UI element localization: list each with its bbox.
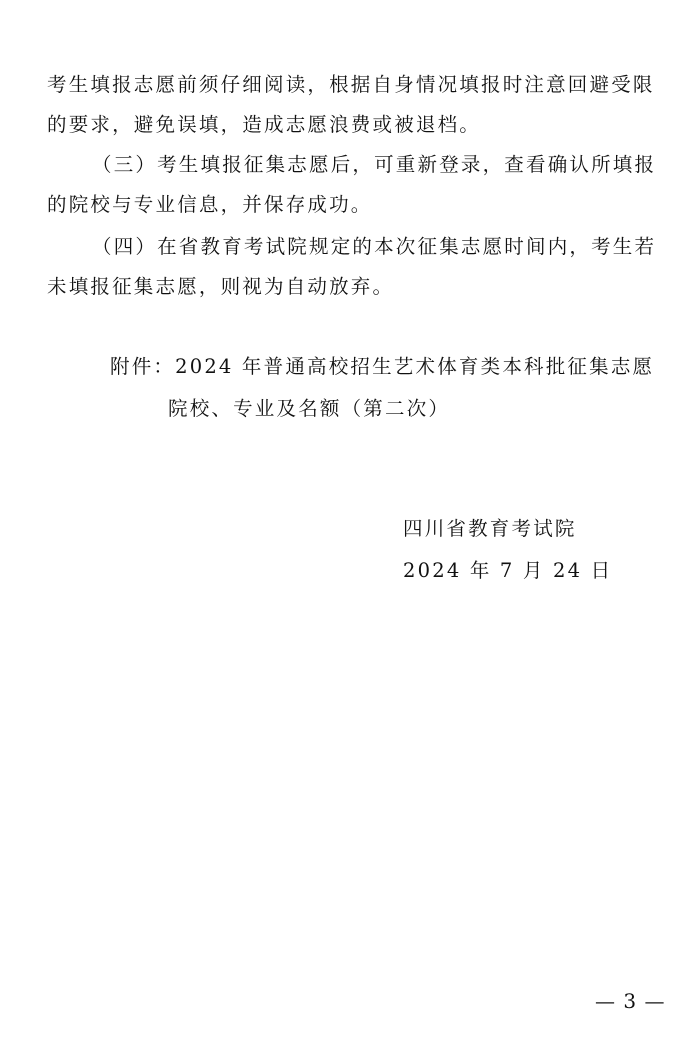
attachment-line: 附件：2024 年普通高校招生艺术体育类本科批征集志愿 <box>110 355 655 378</box>
paragraph-line: 考生填报志愿前须仔细阅读，根据自身情况填报时注意回避受限 <box>47 73 655 96</box>
signature-date: 2024 年 7 月 24 日 <box>403 559 613 582</box>
paragraph-line: 的院校与专业信息，并保存成功。 <box>47 193 373 216</box>
paragraph-line: 的要求，避免误填，造成志愿浪费或被退档。 <box>47 113 482 136</box>
paragraph-line: （三）考生填报征集志愿后，可重新登录，查看确认所填报 <box>92 153 657 176</box>
signature-organization: 四川省教育考试院 <box>403 517 577 540</box>
page-number: — 3 — <box>595 989 666 1013</box>
paragraph-line: （四）在省教育考试院规定的本次征集志愿时间内，考生若 <box>92 235 657 258</box>
paragraph-line: 未填报征集志愿，则视为自动放弃。 <box>47 275 395 298</box>
attachment-line-continued: 院校、专业及名额（第二次） <box>168 397 451 420</box>
